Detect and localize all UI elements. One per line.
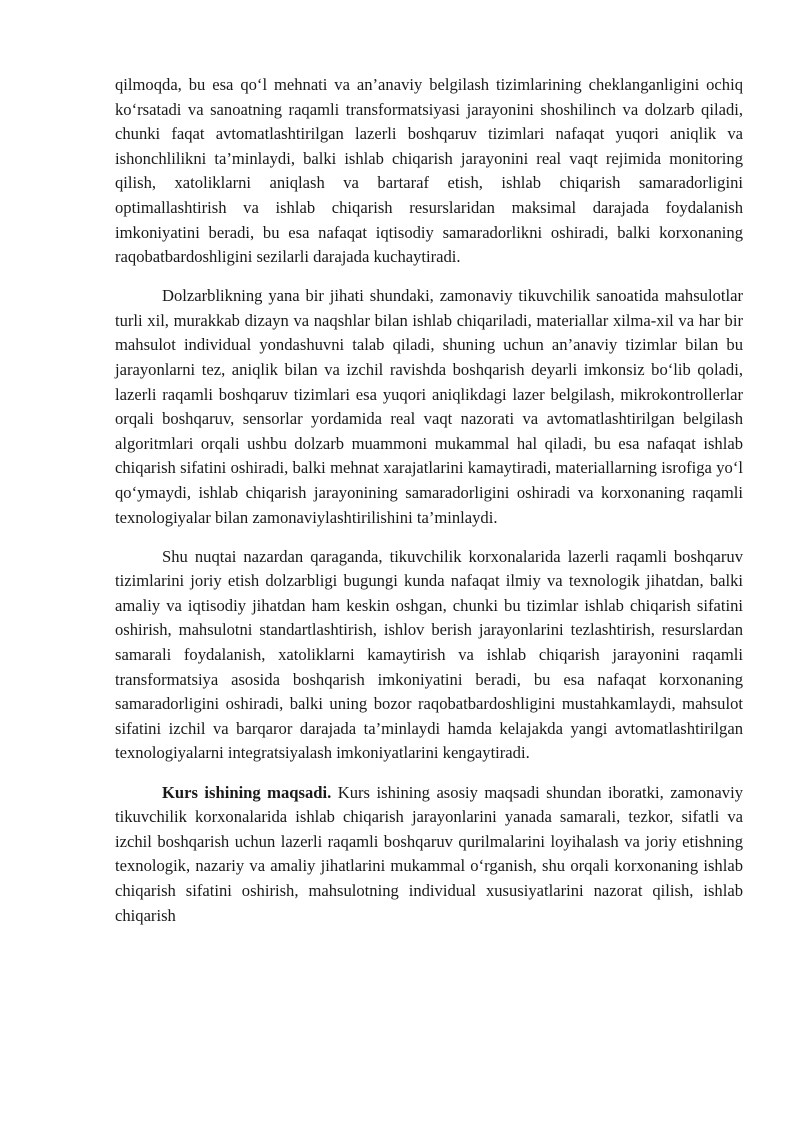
paragraph-continuation (115, 73, 743, 270)
paragraph-course-goal (115, 781, 743, 929)
paragraph-relevance (115, 284, 743, 530)
paragraph-perspective (115, 545, 743, 766)
document-body (115, 73, 743, 928)
paragraph-text: Kurs ishining asosiy maqsadi shundan iboratki, zamonaviy tikuvchilik korxonalarida ishlab chiqarish jarayonlarini yanada samarali, tezkor, sifatli va izchil boshqarish uchun lazerli raqamli boshqaruv qurilmalarini loyihalash va joriy etishning texnologik, nazariy va amaliy jihatlarini mukammal o‘rganish, shu orqali korxonaning ishlab chiqarish sifatini oshirish, mahsulotning individual xususiyatlarini nazorat qilish, ishlab chiqarish (115, 782, 743, 925)
paragraph-text: Dolzarblikning yana bir jihati shundaki, zamonaviy tikuvchilik sanoatida mahsulotlar turli xil, murakkab dizayn va naqshlar bilan ishlab chiqariladi, materiallar xilma-xil va har bir mahsulot individual yondashuvni talab qiladi, shuning uchun an’anaviy tizimlar bilan bu jarayonlarni tez, aniqlik bilan va izchil ravishda boshqarish deyarli imkonsiz bo‘lib qoladi, lazerli raqamli boshqaruv tizimlari esa yuqori aniqlikdagi lazer belgilash, mikrokontrollerlar orqali boshqaruv, sensorlar yordamida real vaqt nazorati va avtomatlashtirilgan belgilash algoritmlari orqali ushbu dolzarb muammoni mukammal hal qiladi, bu esa nafaqat ishlab chiqarish sifatini oshiradi, balki mehnat xarajatlarini kamaytiradi, materiallarning isrofiga yo‘l qo‘ymaydi, ishlab chiqarish jarayonining samaradorligini oshiradi va korxonaning raqamli texnologiyalar bilan zamonaviylashtirilishini ta’minlaydi. (115, 286, 743, 527)
paragraph-heading: Kurs ishining maqsadi. (162, 782, 332, 802)
paragraph-text: qilmoqda, bu esa qo‘l mehnati va an’anaviy belgilash tizimlarining cheklanganligini ochiq ko‘rsatadi va sanoatning raqamli transformatsiyasi jarayonini shoshilinch va dolzarb qiladi, chunki faqat avtomatlashtirilgan lazerli boshqaruv tizimlari nafaqat yuqori aniqlik va ishonchlilikni ta’minlaydi, balki ishlab chiqarish jarayonini real vaqt rejimida monitoring qilish, xatoliklarni aniqlash va bartaraf etish, ishlab chiqarish samaradorligini optimallashtirish va ishlab chiqarish resurslaridan maksimal darajada foydalanish imkoniyatini beradi, bu esa nafaqat iqtisodiy samaradorlikni oshiradi, balki korxonaning raqobatbardoshligini sezilarli darajada kuchaytiradi. (115, 75, 743, 267)
paragraph-text: Shu nuqtai nazardan qaraganda, tikuvchilik korxonalarida lazerli raqamli boshqaruv tizimlarini joriy etish dolzarbligi bugungi kunda nafaqat ilmiy va texnologik jihatdan, balki amaliy va iqtisodiy jihatdan ham keskin oshgan, chunki bu tizimlar ishlab chiqarish sifatini oshirish, mahsulotni standartlashtirish, ishlov berish jarayonlarini tezlashtirish, resurslardan samarali foydalanish, xatoliklarni kamaytirish va ishlab chiqarish jarayonini raqamli transformatsiya asosida boshqarish imkoniyatini beradi, bu esa nafaqat korxonaning samaradorligini oshiradi, balki uning bozor raqobatbardoshligini mustahkamlaydi, mahsulot sifatini izchil va barqaror darajada ta’minlaydi hamda kelajakda yangi avtomatlashtirilgan texnologiyalarni integratsiyalash imkoniyatlarini kengaytiradi. (115, 546, 743, 763)
